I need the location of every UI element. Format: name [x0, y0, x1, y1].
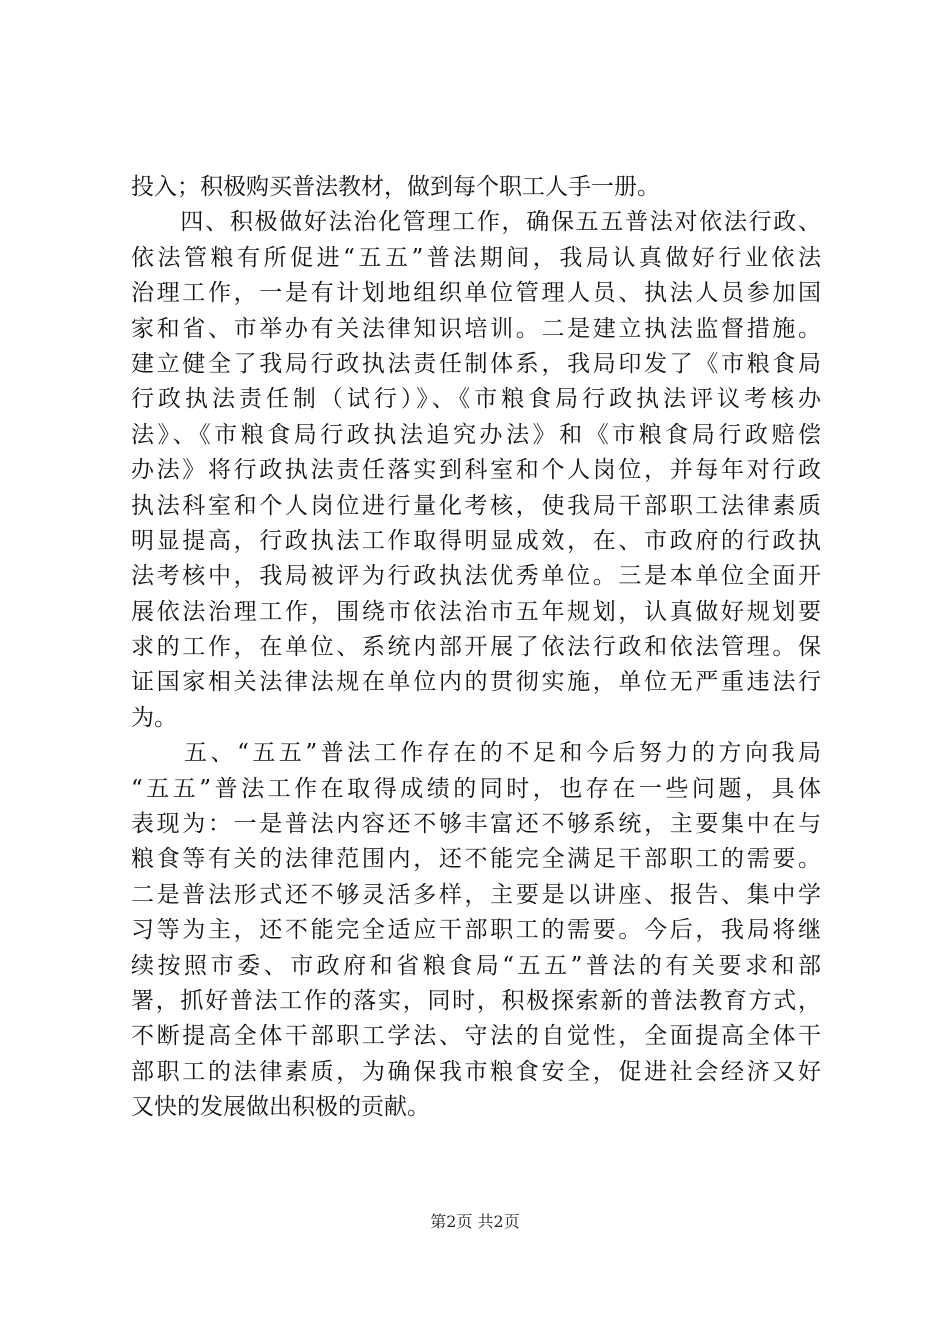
text-line: 为。: [131, 704, 177, 731]
text-line: 粮食等有关的法律范围内，还不能完全满足干部职工的需要。: [131, 846, 821, 873]
document-body: [131, 170, 821, 1126]
text-line: 表现为：一是普法内容还不够丰富还不够系统，主要集中在与: [131, 811, 821, 838]
text-line: 明显提高，行政执法工作取得明显成效，在、市政府的行政执: [131, 527, 821, 554]
text-line: 四、积极做好法治化管理工作，确保五五普法对依法行政、: [131, 209, 821, 236]
text-line: 求的工作，在单位、系统内部开展了依法行政和依法管理。保: [131, 634, 821, 661]
page-footer: 第2页 共2页: [430, 1212, 520, 1231]
text-line: 又快的发展做出积极的贡献。: [131, 1094, 430, 1121]
text-line: 法考核中，我局被评为行政执法优秀单位。三是本单位全面开: [131, 563, 821, 590]
text-line: 办法》将行政执法责任落实到科室和个人岗位，并每年对行政: [131, 457, 821, 484]
text-line: 不断提高全体干部职工学法、守法的自觉性，全面提高全体干: [131, 1023, 821, 1050]
text-line: 建立健全了我局行政执法责任制体系，我局印发了《市粮食局: [131, 350, 821, 377]
text-line: 习等为主，还不能完全适应干部职工的需要。今后，我局将继: [131, 917, 821, 944]
text-line: 部职工的法律素质，为确保我市粮食安全，促进社会经济又好: [131, 1058, 821, 1085]
text-line: 治理工作，一是有计划地组织单位管理人员、执法人员参加国: [131, 280, 821, 307]
text-line: 展依法治理工作，围绕市依法治市五年规划，认真做好规划要: [131, 598, 821, 625]
text-line: 依法管粮有所促进“五五”普法期间，我局认真做好行业依法: [131, 244, 821, 271]
text-line: 五、“五五”普法工作存在的不足和今后努力的方向我局: [131, 740, 821, 767]
text-line: 署，抓好普法工作的落实，同时，积极探索新的普法教育方式，: [131, 987, 821, 1014]
text-line: “五五”普法工作在取得成绩的同时，也存在一些问题，具体: [131, 775, 821, 802]
text-line: 证国家相关法律法规在单位内的贯彻实施，单位无严重违法行: [131, 669, 821, 696]
text-line: 二是普法形式还不够灵活多样，主要是以讲座、报告、集中学: [131, 881, 821, 908]
text-line: 家和省、市举办有关法律知识培训。二是建立执法监督措施。: [131, 315, 821, 342]
text-line: 法》、《市粮食局行政执法追究办法》和《市粮食局行政赔偿: [131, 421, 821, 448]
text-line: 投入；积极购买普法教材，做到每个职工人手一册。: [131, 174, 660, 200]
text-line: 续按照市委、市政府和省粮食局“五五”普法的有关要求和部: [131, 952, 821, 979]
text-line: 行政执法责任制（试行）》、《市粮食局行政执法评议考核办: [131, 386, 821, 413]
text-line: 执法科室和个人岗位进行量化考核，使我局干部职工法律素质: [131, 492, 821, 519]
